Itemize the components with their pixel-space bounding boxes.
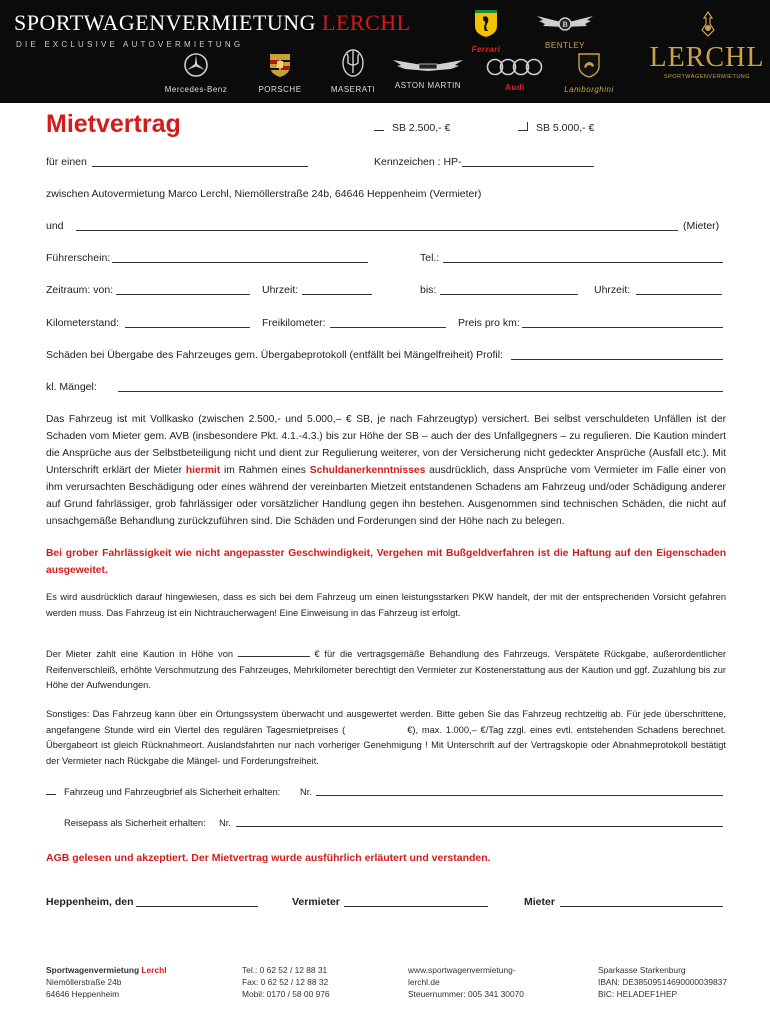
kilometerstand-field[interactable] [125, 327, 250, 328]
brand-name-red: LERCHL [322, 10, 411, 35]
header-banner [0, 0, 770, 103]
uhrzeit-bis-label: Uhrzeit: [594, 284, 631, 296]
bentley-wings-icon [535, 12, 595, 34]
zeitraum-label: Zeitraum: von: [46, 284, 114, 296]
uhrzeit-von-label: Uhrzeit: [262, 284, 299, 296]
footer-bank: Sparkasse Starkenburg IBAN: DE38509514690000039837 BIC: HELADEF1HEP [598, 965, 727, 999]
sicherheit-fahrzeug-checkbox[interactable] [46, 786, 56, 795]
agb-statement: AGB gelesen und akzeptiert. Der Mietvertrag wurde ausführlich erläutert und verstanden. [46, 852, 491, 864]
sicherheit-reisepass-label: Reisepass als Sicherheit erhalten: [64, 817, 206, 828]
kennzeichen-label: Kennzeichen : HP- [374, 156, 462, 168]
nr1-label: Nr. [300, 786, 312, 797]
vermieter-line: zwischen Autovermietung Marco Lerchl, Niemöllerstraße 24b, 64646 Heppenheim (Vermieter) [46, 188, 482, 200]
paragraph-kaution: Der Mieter zahlt eine Kaution in Höhe von € für die vertragsgemäße Behandlung des Fahrzeugs. Verspätete Rückgabe, außerordentlicher Reifenverschleiß, erhöhte Verschmutzung des Fahrzeuges, Mehrkilometer berechtigt den Vermieter zur Kostenerstattung aus der Kaution und ggf. Zuzahlung bis zur Höhe der Aufwendungen. [46, 649, 727, 690]
brand-title [14, 10, 411, 36]
uhrzeit-bis-field[interactable] [636, 294, 722, 295]
kilometerstand-label: Kilometerstand: [46, 317, 119, 329]
sb-option-5000[interactable]: SB 5.000,- € [518, 122, 594, 134]
nr1-field[interactable] [316, 795, 723, 796]
maserati-logo: MASERATI [322, 48, 384, 94]
page-title: Mietvertrag [46, 110, 181, 138]
paragraph-sonstiges: Sonstiges: Das Fahrzeug kann über ein Ortungssystem überwacht und ausgewertet werden. Bitte geben Sie das Fahrzeug rechtzeitig ab. Für jede überschrittene, angefangene Stunde wird ein Viertel des regulären Tagesmietpreises ( €), max. 1.000,– €/Tag zzgl. eines evtl. entstehenden Schadens berechnet. Übergabeort ist gleich Rücknahmeort. Auslandsfahrten nur nach vorheriger Genehmigung ! Mit Unterschrift auf der Vertragskopie oder Abnahmeprotokoll bestätigt der Vermieter nach Rückgabe die Mängel- und Forderungsfreiheit. [46, 709, 727, 766]
aston-martin-wings-icon [391, 58, 465, 74]
fuehrerschein-label: Führerschein: [46, 252, 111, 264]
lamborghini-logo: Lamborghini [558, 52, 620, 94]
zeitraum-bis-field[interactable] [440, 294, 578, 295]
audi-rings-icon [485, 58, 545, 76]
fuehrerschein-field[interactable] [112, 262, 368, 263]
sb-option-2500[interactable]: SB 2.500,- € [374, 122, 450, 134]
freikilometer-label: Freikilometer: [262, 317, 326, 329]
freikilometer-field[interactable] [330, 327, 446, 328]
website-link[interactable]: www.sportwagenvermietung- [408, 965, 516, 975]
mieter-field[interactable] [76, 230, 678, 231]
nr2-field[interactable] [236, 826, 723, 827]
mercedes-logo: Mercedes-Benz [160, 52, 232, 94]
footer-address: Sportwagenvermietung Lerchl Niemöllerstraße 24b 64646 Heppenheim [46, 965, 167, 999]
profil-field[interactable] [511, 359, 723, 360]
tel-label: Tel.: [420, 252, 440, 264]
lamborghini-bull-icon [578, 52, 600, 78]
zeitraum-von-field[interactable] [116, 294, 250, 295]
brand-tagline: DIE EXCLUSIVE AUTOVERMIETUNG [16, 40, 244, 49]
mieter-signature-field[interactable] [560, 906, 723, 907]
bis-label: bis: [420, 284, 437, 296]
fahrzeug-field[interactable] [92, 166, 308, 167]
vermieter-signature-field[interactable] [344, 906, 488, 907]
lerchl-logo: LERCHL SPORTWAGENVERMIETUNG [648, 8, 766, 96]
mercedes-star-icon [183, 52, 209, 78]
lerchl-crest-icon [696, 10, 720, 38]
kaution-field[interactable] [238, 648, 310, 657]
footer-contact: Tel.: 0 62 52 / 12 88 31 Fax: 0 62 52 / 12 88 32 Mobil: 0170 / 58 00 976 [242, 965, 330, 999]
mieter-label: (Mieter) [683, 220, 720, 232]
maserati-trident-icon [341, 48, 365, 78]
und-label: und [46, 220, 64, 232]
website-link-cont[interactable]: lerchl.de [408, 977, 440, 987]
preis-pro-km-label: Preis pro km: [458, 317, 520, 329]
footer-web: www.sportwagenvermietung- lerchl.de Steuernummer: 005 341 30070 [408, 965, 524, 999]
vermieter-signature-label: Vermieter [292, 896, 340, 908]
maengel-label: kl. Mängel: [46, 381, 97, 393]
ferrari-logo: Ferrari [458, 8, 514, 54]
maengel-field[interactable] [118, 391, 723, 392]
fuer-einen-label: für einen [46, 156, 87, 168]
paragraph-vollkasko: Das Fahrzeug ist mit Vollkasko (zwischen 2.500,- und 5.000,– € SB, je nach Fahrzeugtyp) versichert. Bei selbst verschuldeten Unfällen ist der Schaden vom Mieter gem. AVB (insbesondere Pkt. 4.1.-4.3.) bis zur Höhe der SB – auch der des Unfallgegners – zu regulieren. Die Kaution mindert die Ansprüche aus der Selbstbeteiligung nicht und dient zur Regulierung weiterer, von der Versicherung nicht gedeckter Ansprüche (Ausfall etc.). Mit Unterschrift erklärt der Mieter hiermit im Rahmen eines Schuldanerkenntnisses ausdrücklich, dass Ansprüche vom Vermieter im Falle einer von ihm verursachten Beschädigung oder eines während der vereinbarten Mietzeit entstandenen Schadens am Fahrzeug und/oder Schädigung anderer auf Grund fahrlässiger, grob fahrlässiger oder vorsätzlicher Handlung gegen ihn bestehen. Ausgenommen sind technischen Schäden, die nicht auf unsachgemäße Behandlung zurückzuführen sind. Die Schäden und Forderungen sind der Höhe nach zu belegen. [46, 414, 726, 527]
datum-field[interactable] [136, 906, 258, 907]
uhrzeit-von-field[interactable] [302, 294, 372, 295]
svg-text:B: B [562, 20, 568, 29]
sb-2500-checkbox[interactable] [374, 122, 384, 131]
audi-logo: Audi [484, 58, 546, 92]
kennzeichen-field[interactable] [462, 166, 594, 167]
ort-datum-label: Heppenheim, den [46, 896, 134, 908]
ferrari-shield-icon [473, 8, 499, 38]
schaeden-label: Schäden bei Übergabe des Fahrzeuges gem. Übergabeprotokoll (entfällt bei Mängelfreiheit) Profil: [46, 349, 504, 361]
paragraph-grobe-fahrlaessigkeit: Bei grober Fahrlässigkeit wie nicht angepasster Geschwindigkeit, Vergehen mit Bußgeldverfahren ist die Haftung auf den Eigenschaden ausgeweitet. [46, 548, 726, 576]
mieter-signature-label: Mieter [524, 896, 555, 908]
paragraph-hinweis: Es wird ausdrücklich darauf hingewiesen, dass es sich bei dem Fahrzeug um einen leistungsstarken PKW handelt, der mit der entsprechenden Vorsicht gefahren werden muss. Das Fahrzeug ist ein Nichtraucherwagen! Eine Einweisung in das Fahrzeug ist erfolgt. [46, 592, 726, 618]
sicherheit-fahrzeug-row[interactable]: Fahrzeug und Fahrzeugbrief als Sicherheit erhalten: [46, 786, 280, 797]
bentley-logo: B BENTLEY [532, 12, 598, 50]
preis-pro-km-field[interactable] [522, 327, 723, 328]
porsche-crest-icon [269, 52, 291, 78]
aston-martin-logo: ASTON MARTIN [390, 58, 466, 90]
nr2-label: Nr. [219, 817, 231, 828]
brand-name: SPORTWAGENVERMIETUNG [14, 10, 317, 35]
porsche-logo: PORSCHE [256, 52, 304, 94]
sb-5000-checkbox[interactable] [518, 122, 528, 131]
tel-field[interactable] [443, 262, 723, 263]
